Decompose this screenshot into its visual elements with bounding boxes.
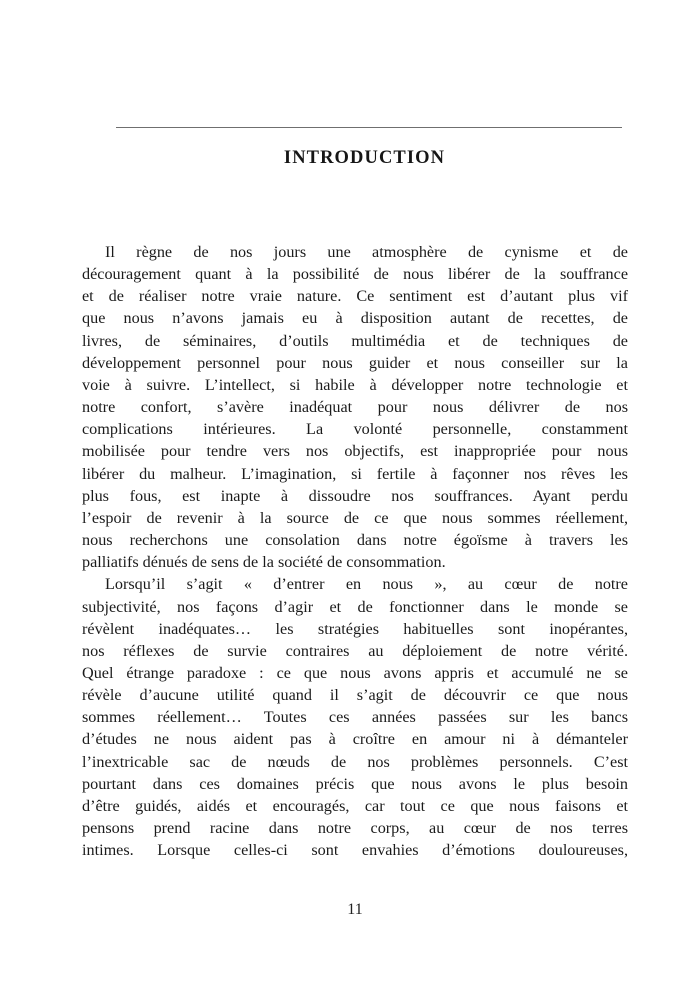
text-line: sommes réellement… Toutes ces années passées sur les bancs [82,708,628,727]
text-line: l’espoir de revenir à la source de ce que nous sommes réellement, [82,508,628,527]
page-number: 11 [347,901,363,918]
text-line: que nous n’avons jamais eu à disposition autant de recettes, de [82,309,628,328]
text-line: révèle d’aucune utilité quand il s’agit de découvrir ce que nous [82,686,628,705]
text-line: d’études ne nous aident pas à croître en amour ni à démanteler [82,730,628,749]
text-line: complications intérieures. La volonté personnelle, constamment [82,420,628,439]
text-line: Quel étrange paradoxe : ce que nous avons appris et accumulé ne se [82,663,628,682]
header-rule [116,127,622,128]
text-line: palliatifs dénués de sens de la société de consommation. [82,553,446,572]
chapter-title: INTRODUCTION [283,148,446,168]
text-line: plus fous, est inapte à dissoudre nos souffrances. Ayant perdu [82,486,628,505]
paragraph [82,573,628,861]
text-line: révèlent inadéquates… les stratégies habituelles sont inopérantes, [82,619,628,638]
text-line: et de réaliser notre vraie nature. Ce sentiment est d’autant plus vif [82,287,628,306]
text-line: nos réflexes de survie contraires au déploiement de notre vérité. [82,641,628,660]
text-line: l’inextricable sac de nœuds de nos problèmes personnels. C’est [82,752,628,771]
text-line: livres, de séminaires, d’outils multimédia et de techniques de [82,331,628,350]
text-line: découragement quant à la possibilité de nous libérer de la souffrance [82,265,628,284]
text-line: pourtant dans ces domaines précis que nous avons le plus besoin [82,774,628,793]
body-text [82,241,628,861]
text-line: d’être guidés, aidés et encouragés, car tout ce que nous faisons et [82,796,628,815]
text-line: intimes. Lorsque celles-ci sont envahies d’émotions douloureuses, [82,841,628,860]
text-line: Lorsqu’il s’agit « d’entrer en nous », au cœur de notre [105,575,628,594]
text-line: pensons prend racine dans notre corps, au cœur de nos terres [82,819,628,838]
text-line: libérer du malheur. L’imagination, si fertile à façonner nos rêves les [82,464,628,483]
text-line: notre confort, s’avère inadéquat pour nous délivrer de nos [82,398,628,417]
text-line: développement personnel pour nous guider et nous conseiller sur la [82,353,628,372]
text-line: voie à suivre. L’intellect, si habile à développer notre technologie et [82,375,628,394]
text-line: Il règne de nos jours une atmosphère de cynisme et de [105,243,628,261]
paragraph [82,241,628,573]
text-line: subjectivité, nos façons d’agir et de fonctionner dans le monde se [82,597,628,616]
text-line: mobilisée pour tendre vers nos objectifs, est inappropriée pour nous [82,442,628,461]
text-line: nous recherchons une consolation dans notre égoïsme à travers les [82,531,628,550]
